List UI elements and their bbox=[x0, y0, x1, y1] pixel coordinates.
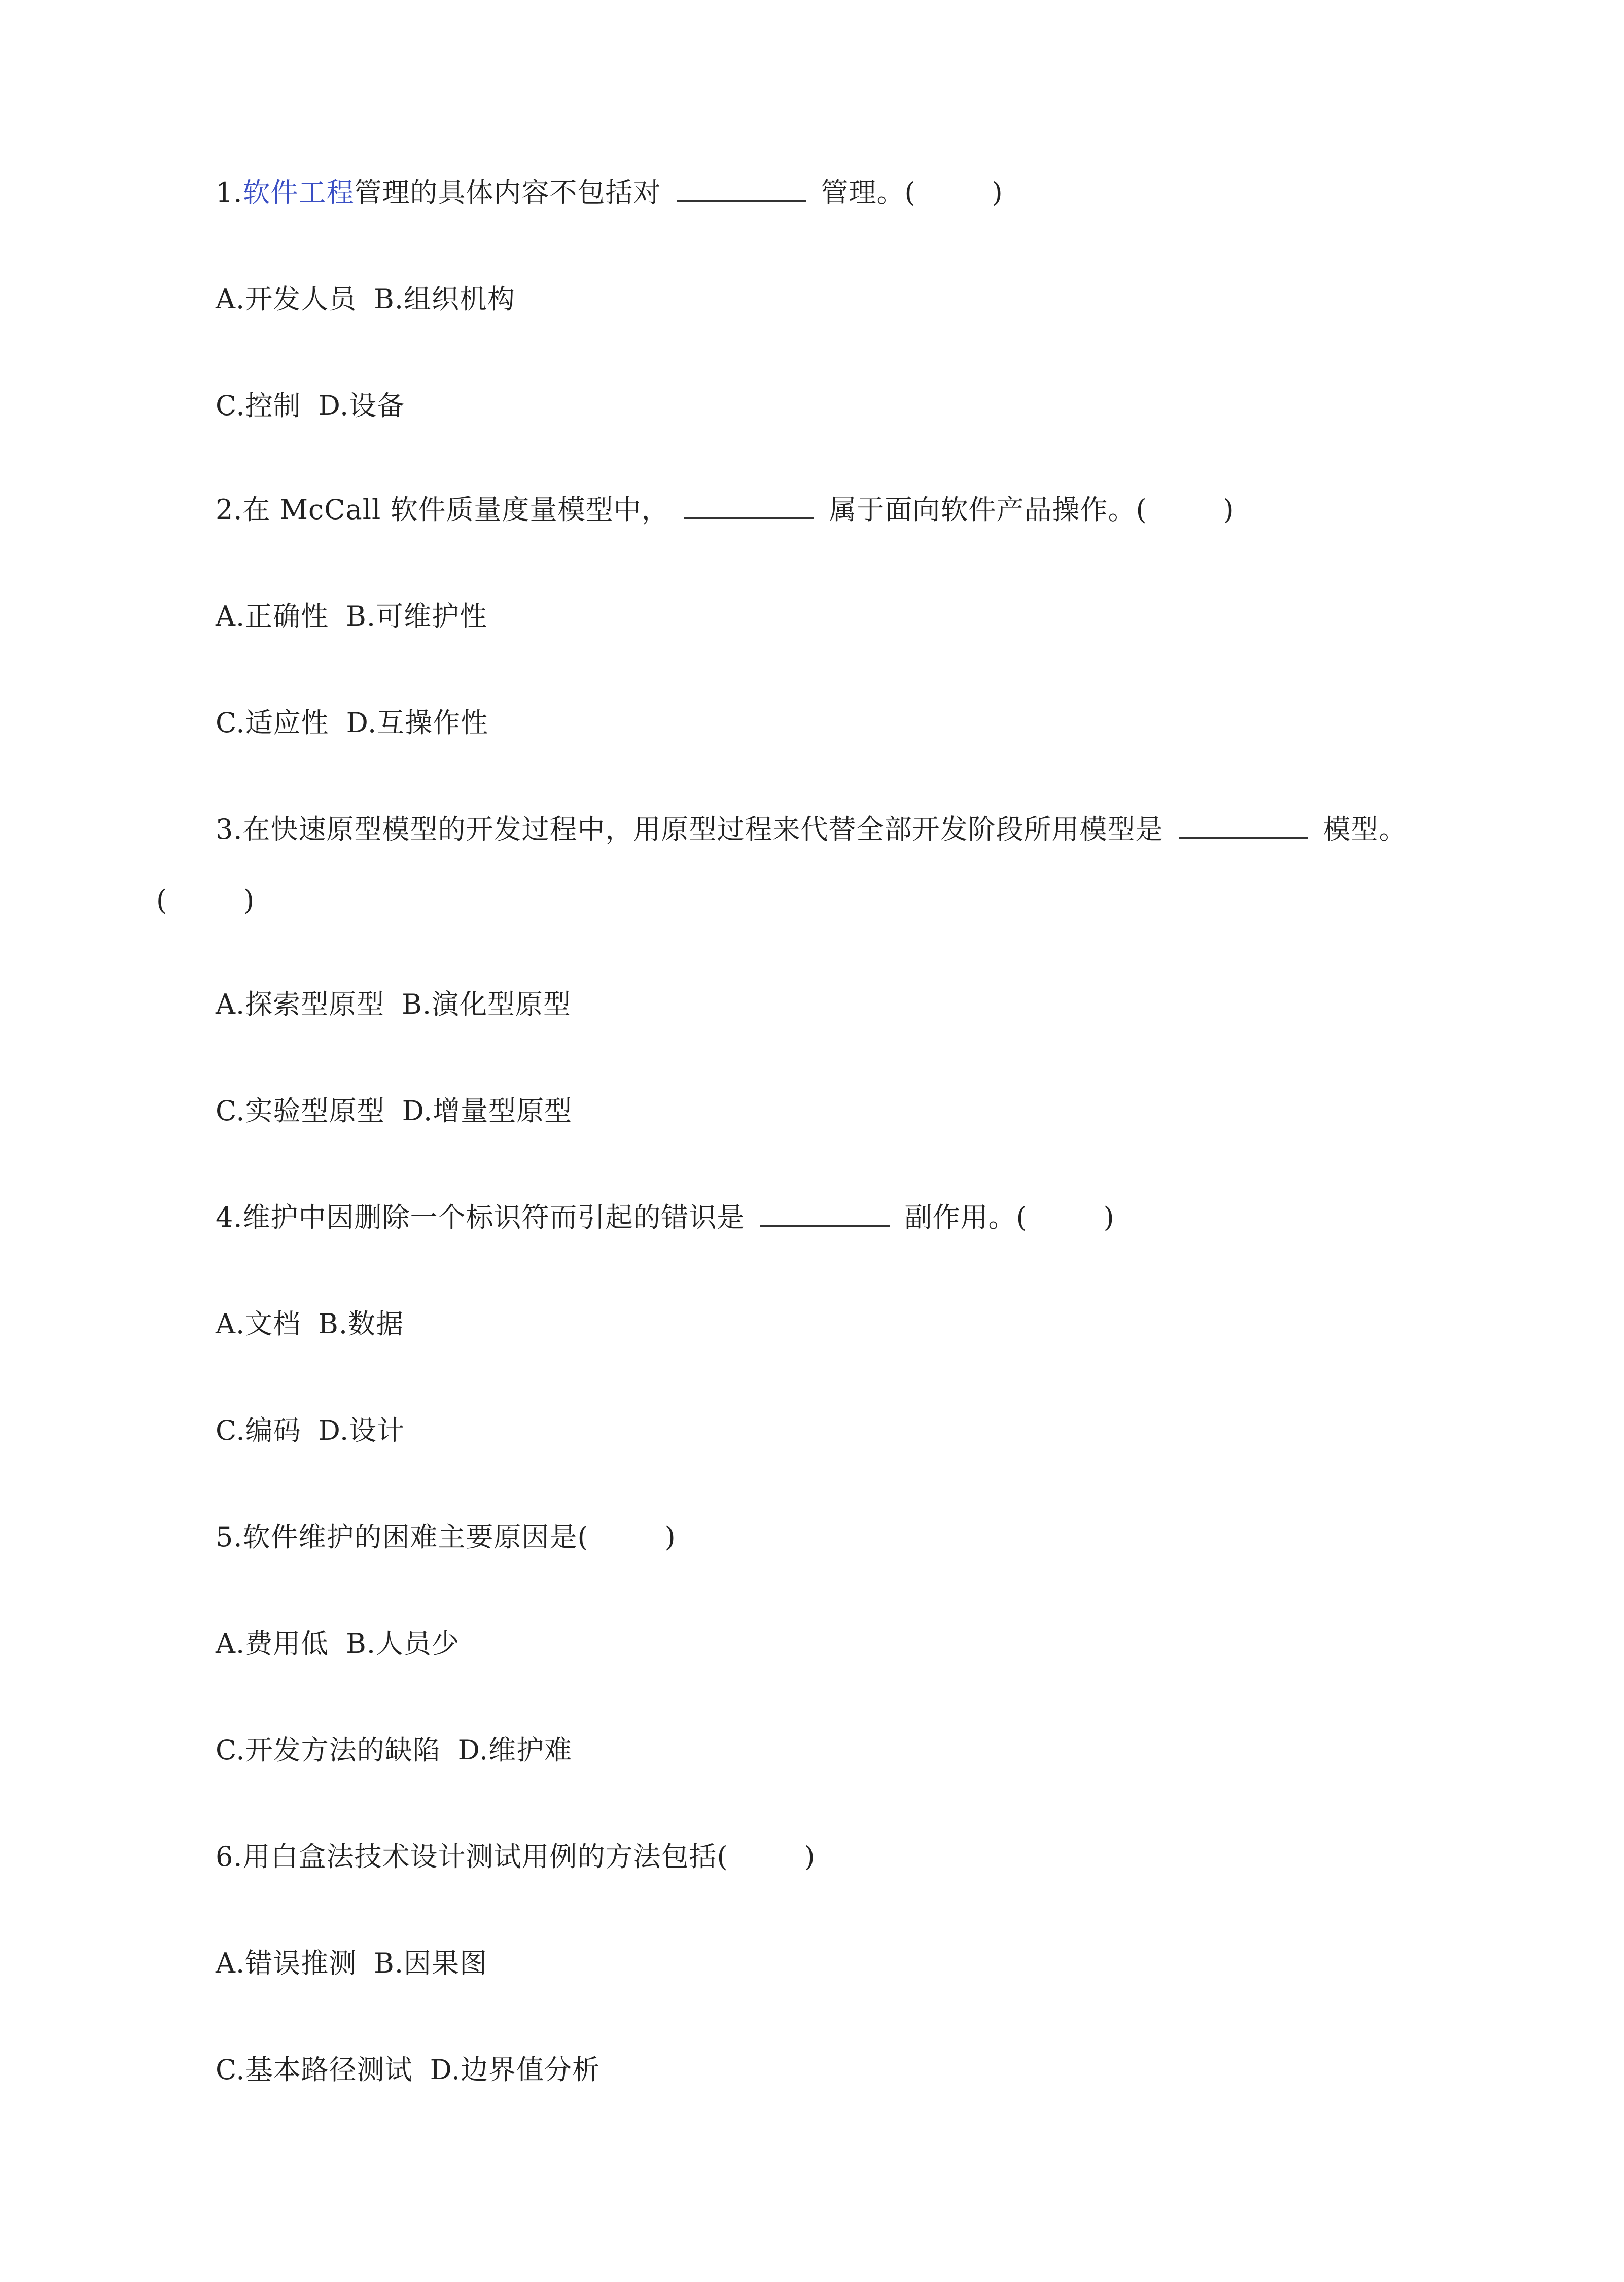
option-d-label: D bbox=[457, 1734, 479, 1766]
option-a-label: A bbox=[216, 600, 236, 632]
option-b-text: .人员少 bbox=[366, 1628, 460, 1659]
option-c-label: C bbox=[216, 390, 236, 422]
question-number: 5 bbox=[216, 1521, 234, 1553]
question-number: 6 bbox=[216, 1841, 234, 1873]
option-d-label: D bbox=[346, 707, 368, 739]
option-a-label: A bbox=[216, 988, 236, 1020]
question-3-options-ab bbox=[216, 984, 571, 1025]
option-c-text: .适应性 bbox=[236, 707, 329, 739]
question-4-options-cd bbox=[216, 1410, 405, 1451]
question-1-options-ab bbox=[216, 279, 515, 320]
close-paren: ) bbox=[992, 177, 1003, 209]
option-c-text: .控制 bbox=[236, 390, 301, 422]
option-d-text: .维护难 bbox=[479, 1734, 573, 1766]
option-a-label: A bbox=[216, 1947, 236, 1979]
question-number: 4 bbox=[216, 1201, 234, 1233]
question-6 bbox=[216, 1837, 816, 1877]
option-b-label: B bbox=[402, 988, 422, 1020]
option-d-text: .互操作性 bbox=[367, 707, 489, 739]
option-c-label: C bbox=[216, 707, 236, 739]
question-text-after: 属于面向软件产品操作。( bbox=[829, 494, 1147, 526]
option-d-text: .边界值分析 bbox=[451, 2054, 601, 2086]
question-dot: . bbox=[233, 494, 243, 526]
question-dot: . bbox=[233, 1201, 243, 1233]
question-text: 软件维护的困难主要原因是( bbox=[242, 1521, 589, 1553]
answer-blank bbox=[677, 176, 806, 202]
option-a-text: .探索型原型 bbox=[236, 988, 385, 1020]
option-b-label: B bbox=[374, 283, 395, 315]
question-text-after: 模型。 bbox=[1323, 813, 1407, 845]
option-a-text: .开发人员 bbox=[236, 283, 357, 315]
question-dot: . bbox=[233, 1841, 243, 1873]
answer-blank bbox=[760, 1201, 890, 1227]
option-d-label: D bbox=[318, 390, 340, 422]
option-a-text: .费用低 bbox=[236, 1628, 329, 1659]
question-5 bbox=[216, 1517, 676, 1558]
question-text: 在 McCall 软件质量度量模型中， bbox=[242, 494, 669, 526]
option-a-text: .文档 bbox=[236, 1308, 301, 1340]
option-c-label: C bbox=[216, 1414, 236, 1446]
close-paren: ) bbox=[664, 1521, 676, 1553]
question-1-options-cd bbox=[216, 386, 405, 426]
question-2 bbox=[216, 490, 1234, 530]
option-c-text: .开发方法的缺陷 bbox=[236, 1734, 441, 1766]
question-1 bbox=[216, 172, 1003, 213]
question-dot: . bbox=[233, 1521, 243, 1553]
open-paren: ( bbox=[156, 884, 168, 916]
question-text: 管理的具体内容不包括对 bbox=[354, 177, 661, 209]
option-b-text: .因果图 bbox=[394, 1947, 488, 1979]
question-number: 3 bbox=[216, 813, 234, 845]
option-c-text: .基本路径测试 bbox=[236, 2054, 413, 2086]
question-3 bbox=[216, 809, 1407, 850]
option-b-text: .数据 bbox=[338, 1308, 404, 1340]
option-c-label: C bbox=[216, 2054, 236, 2086]
option-b-label: B bbox=[374, 1947, 395, 1979]
question-4-options-ab bbox=[216, 1304, 404, 1344]
answer-blank bbox=[1179, 813, 1308, 839]
question-5-options-cd bbox=[216, 1730, 572, 1771]
question-5-options-ab bbox=[216, 1623, 460, 1664]
question-number: 1 bbox=[216, 177, 234, 209]
option-c-text: .编码 bbox=[236, 1414, 301, 1446]
close-paren: ) bbox=[804, 1841, 816, 1873]
question-text-after: 副作用。( bbox=[904, 1201, 1028, 1233]
option-b-label: B bbox=[318, 1308, 339, 1340]
question-4 bbox=[216, 1197, 1115, 1238]
question-6-options-ab bbox=[216, 1943, 487, 1984]
option-a-label: A bbox=[216, 1308, 236, 1340]
question-6-options-cd bbox=[216, 2050, 600, 2090]
answer-blank bbox=[684, 493, 814, 519]
option-a-text: .正确性 bbox=[236, 600, 329, 632]
question-2-options-ab bbox=[216, 596, 487, 637]
option-d-text: .设备 bbox=[339, 390, 405, 422]
question-text: 维护中因删除一个标识符而引起的错识是 bbox=[242, 1201, 745, 1233]
close-paren: ) bbox=[1103, 1201, 1115, 1233]
question-2-options-cd bbox=[216, 703, 488, 743]
option-c-label: C bbox=[216, 1734, 236, 1766]
question-text: 用白盒法技术设计测试用例的方法包括( bbox=[242, 1841, 728, 1873]
question-number: 2 bbox=[216, 494, 234, 526]
option-b-text: .可维护性 bbox=[366, 600, 488, 632]
option-b-text: .组织机构 bbox=[394, 283, 516, 315]
option-d-text: .设计 bbox=[339, 1414, 405, 1446]
question-dot: . bbox=[233, 177, 243, 209]
close-paren: ) bbox=[1223, 494, 1234, 526]
option-b-label: B bbox=[346, 600, 367, 632]
question-dot: . bbox=[233, 813, 243, 845]
question-3-continuation bbox=[156, 880, 255, 921]
option-a-label: A bbox=[216, 1628, 236, 1659]
option-a-label: A bbox=[216, 283, 236, 315]
software-engineering-link[interactable]: 软件工程 bbox=[242, 177, 355, 209]
option-c-label: C bbox=[216, 1095, 236, 1127]
question-text: 在快速原型模型的开发过程中，用原型过程来代替全部开发阶段所用模型是 bbox=[242, 813, 1163, 845]
question-text-after: 管理。( bbox=[821, 177, 916, 209]
option-c-text: .实验型原型 bbox=[236, 1095, 385, 1127]
close-paren: ) bbox=[243, 884, 255, 916]
option-b-text: .演化型原型 bbox=[422, 988, 572, 1020]
question-3-options-cd bbox=[216, 1091, 572, 1131]
option-d-label: D bbox=[430, 2054, 451, 2086]
option-d-label: D bbox=[318, 1414, 340, 1446]
option-d-label: D bbox=[402, 1095, 423, 1127]
option-b-label: B bbox=[346, 1628, 367, 1659]
option-d-text: .增量型原型 bbox=[423, 1095, 573, 1127]
option-a-text: .错误推测 bbox=[236, 1947, 357, 1979]
